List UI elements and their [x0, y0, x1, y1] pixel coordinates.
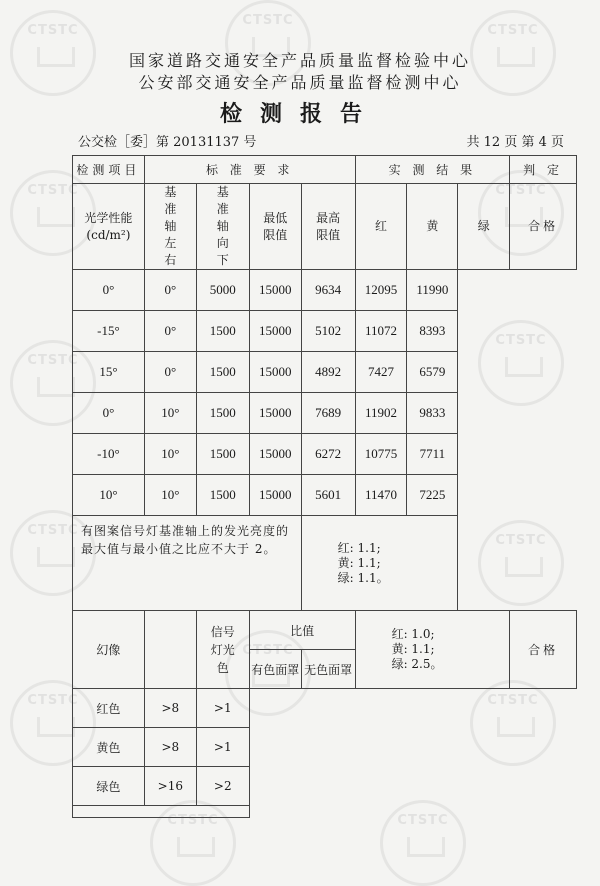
phantom-cell-color: 黄色 — [73, 728, 145, 767]
phantom-colored-lens-header: 有色面罩 — [249, 650, 301, 689]
phantom-bottom-spacer — [73, 806, 250, 818]
cell-v: 0° — [144, 311, 196, 352]
cell-max: 15000 — [249, 270, 301, 311]
cell-green: 6579 — [407, 352, 458, 393]
phantom-cell-color: 红色 — [73, 689, 145, 728]
phantom-cell-clear: >1 — [196, 689, 249, 728]
item-phantom: 幻像 — [73, 611, 145, 689]
watermark-text: CTSTC — [495, 183, 547, 198]
phantom-cell-colored: >8 — [144, 689, 196, 728]
cell-min: 1500 — [196, 393, 249, 434]
watermark-text: CTSTC — [27, 693, 79, 708]
watermark-text: CTSTC — [242, 643, 294, 658]
header-standard-requirement: 标 准 要 求 — [144, 156, 355, 184]
subheader-max-limit: 最高限值 — [301, 184, 355, 270]
cell-v: 10° — [144, 434, 196, 475]
test-result-table — [72, 155, 577, 818]
report-title: 检测报告 — [219, 101, 380, 127]
phantom-results — [355, 611, 510, 689]
header-test-item: 检测项目 — [73, 156, 145, 184]
cell-max: 15000 — [249, 311, 301, 352]
ratio-result-green: 绿: 1.1。 — [337, 570, 389, 585]
cell-min: 1500 — [196, 434, 249, 475]
ratio-result-red: 红: 1.1; — [337, 540, 381, 555]
watermark-text: CTSTC — [487, 23, 539, 38]
cell-max: 15000 — [249, 475, 301, 516]
cell-h: 10° — [73, 475, 145, 516]
cell-red: 7689 — [301, 393, 355, 434]
cell-min: 1500 — [196, 311, 249, 352]
cell-red: 6272 — [301, 434, 355, 475]
subheader-green: 绿 — [458, 184, 510, 270]
cell-red: 4892 — [301, 352, 355, 393]
cell-v: 0° — [144, 270, 196, 311]
cell-v: 10° — [144, 393, 196, 434]
page-indicator: 共 12 页 第 4 页 — [466, 135, 564, 150]
cell-v: 0° — [144, 352, 196, 393]
cell-h: 15° — [73, 352, 145, 393]
phantom-cell-clear: >1 — [196, 728, 249, 767]
phantom-row — [73, 689, 577, 728]
report-reference-number: 公交检［委］第 20131137 号 — [78, 135, 257, 150]
subheader-min-limit: 最低限值 — [249, 184, 301, 270]
ratio-results — [301, 516, 458, 611]
cell-red: 5102 — [301, 311, 355, 352]
cell-green: 11990 — [407, 270, 458, 311]
table-row — [73, 475, 577, 516]
phantom-cell-colored: >8 — [144, 728, 196, 767]
cell-green: 8393 — [407, 311, 458, 352]
watermark-text: CTSTC — [487, 693, 539, 708]
cell-yellow: 7427 — [355, 352, 407, 393]
cell-red: 5601 — [301, 475, 355, 516]
cell-min: 5000 — [196, 270, 249, 311]
watermark-text: CTSTC — [242, 13, 294, 28]
subheader-vertical-axis: 基准轴向下 — [196, 184, 249, 270]
ratio-requirement: 有图案信号灯基准轴上的发光亮度的最大值与最小值之比应不大于 2。 — [73, 516, 302, 611]
phantom-result-yellow: 黄: 1.1; — [391, 642, 435, 656]
item-photometric — [73, 184, 145, 270]
cell-green: 7711 — [407, 434, 458, 475]
phantom-cell-color: 绿色 — [73, 767, 145, 806]
watermark-text: CTSTC — [495, 333, 547, 348]
header-measured-result: 实 测 结 果 — [355, 156, 510, 184]
phantom-result-green: 绿: 2.5。 — [391, 657, 443, 671]
cell-yellow: 12095 — [355, 270, 407, 311]
watermark-text: CTSTC — [27, 23, 79, 38]
cell-h: -15° — [73, 311, 145, 352]
phantom-verdict: 合格 — [510, 611, 577, 689]
cell-h: 0° — [73, 393, 145, 434]
cell-max: 15000 — [249, 352, 301, 393]
header-verdict: 判 定 — [510, 156, 577, 184]
phantom-ratio-header: 比值 — [249, 611, 355, 650]
cell-h: -10° — [73, 434, 145, 475]
table-row — [73, 311, 577, 352]
phantom-cell-clear: >2 — [196, 767, 249, 806]
phantom-row — [73, 728, 577, 767]
table-row — [73, 270, 577, 311]
item-photometric-label: 光学性能 — [84, 210, 133, 225]
cell-min: 1500 — [196, 352, 249, 393]
cell-yellow: 10775 — [355, 434, 407, 475]
cell-max: 15000 — [249, 393, 301, 434]
subheader-horizontal-axis: 基准轴左右 — [144, 184, 196, 270]
cell-yellow: 11902 — [355, 393, 407, 434]
watermark-text: CTSTC — [27, 183, 79, 198]
phantom-cell-colored: >16 — [144, 767, 196, 806]
issuing-organization-line-1: 国家道路交通安全产品质量监督检验中心 — [128, 51, 471, 70]
watermark-text: CTSTC — [27, 353, 79, 368]
photometric-verdict: 合格 — [510, 184, 577, 270]
cell-green: 9833 — [407, 393, 458, 434]
cell-yellow: 11470 — [355, 475, 407, 516]
cell-v: 10° — [144, 475, 196, 516]
issuing-organization-line-2: 公安部交通安全产品质量监督检测中心 — [138, 73, 462, 92]
cell-red: 9634 — [301, 270, 355, 311]
phantom-row — [73, 767, 577, 806]
phantom-color-header: 信号灯光色 — [196, 611, 249, 689]
cell-min: 1500 — [196, 475, 249, 516]
subheader-yellow: 黄 — [407, 184, 458, 270]
phantom-spacer — [144, 611, 196, 689]
cell-green: 7225 — [407, 475, 458, 516]
subheader-red: 红 — [355, 184, 407, 270]
watermark-text: CTSTC — [167, 813, 219, 828]
table-row — [73, 393, 577, 434]
cell-yellow: 11072 — [355, 311, 407, 352]
phantom-clear-lens-header: 无色面罩 — [301, 650, 355, 689]
table-row — [73, 434, 577, 475]
table-row — [73, 352, 577, 393]
item-photometric-unit: (cd/m²) — [86, 227, 131, 242]
cell-h: 0° — [73, 270, 145, 311]
watermark-text: CTSTC — [27, 523, 79, 538]
cell-max: 15000 — [249, 434, 301, 475]
phantom-result-red: 红: 1.0; — [391, 627, 435, 641]
watermark-text: CTSTC — [397, 813, 449, 828]
ratio-result-yellow: 黄: 1.1; — [337, 555, 381, 570]
watermark-text: CTSTC — [495, 533, 547, 548]
